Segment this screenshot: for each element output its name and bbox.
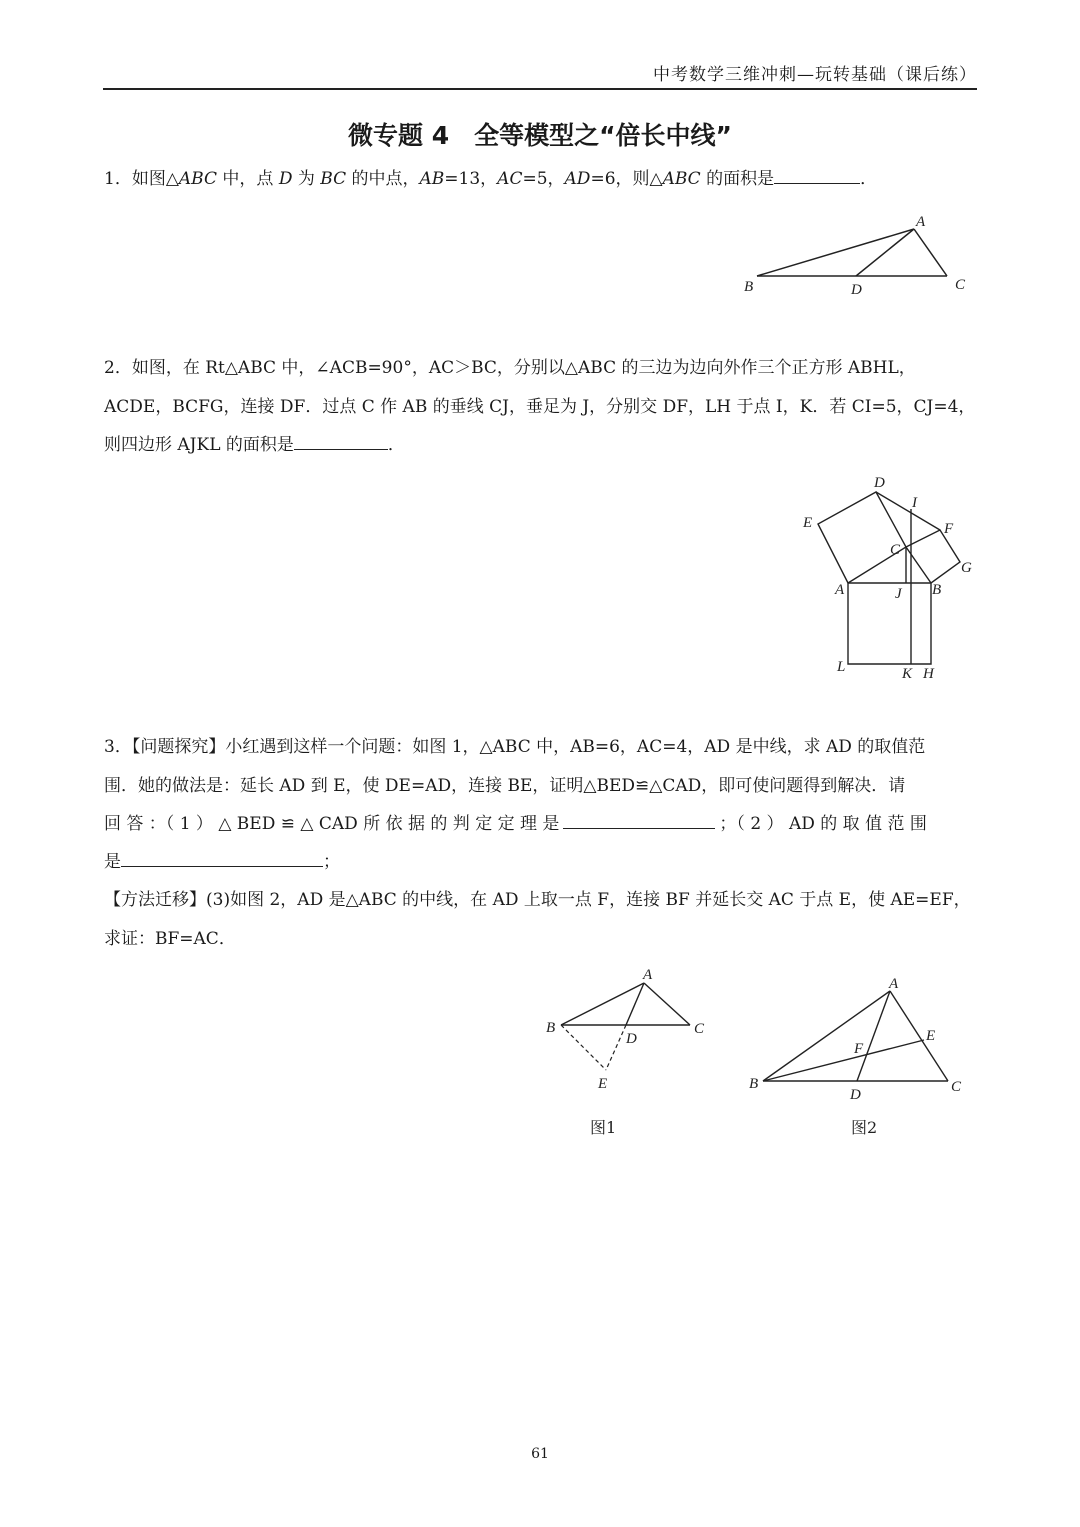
q1-label-d: D xyxy=(851,282,862,298)
fig2-label-c: C xyxy=(951,1079,962,1095)
q2-label-k: K xyxy=(902,666,913,682)
question-2-line-1: 2．如图，在 Rt△ABC 中，∠ACB=90°，AC＞BC，分别以△ABC 的三边为边向外作三个正方形 ABHL， xyxy=(104,358,916,378)
q3-end-4: ； xyxy=(323,852,340,872)
fig2-seg-ac xyxy=(890,991,948,1081)
q1-value-3: =6，则△ xyxy=(590,169,663,189)
q2-label-c: C xyxy=(890,542,901,558)
q1-end: ． xyxy=(860,169,878,189)
q2-label-b: B xyxy=(932,582,942,598)
q2-label-i: I xyxy=(912,495,917,511)
question-3-line-1: 3．【问题探究】小红遇到这样一个问题：如图 1，△ABC 中，AB=6，AC=4，AD 是中线，求 AD 的取值范 xyxy=(104,737,926,757)
fig2-caption: 图2 xyxy=(851,1118,878,1137)
question-3-line-5: 【方法迁移】(3)如图 2，AD 是△ABC 的中线，在 AD 上取一点 F，连接 BF 并延长交 AC 于点 E，使 AE=EF， xyxy=(104,890,971,910)
fig2-label-e: E xyxy=(926,1028,936,1044)
q1-label-b: B xyxy=(744,279,754,295)
fig2-seg-ab xyxy=(763,991,890,1081)
q3-text-4: 是 xyxy=(104,852,121,872)
q2-label-e: E xyxy=(803,515,813,531)
q1-abc-2: ABC xyxy=(662,169,701,189)
q2-end: ． xyxy=(387,435,405,455)
running-header: 中考数学三维冲刺—玩转基础（课后练） xyxy=(653,65,977,85)
q2-label-a: A xyxy=(835,582,845,598)
q1-ad: AD xyxy=(564,169,591,189)
q1-text-4: 的中点， xyxy=(346,169,420,189)
page-title: 微专题 4 全等模型之“倍长中线” xyxy=(348,121,732,150)
q1-abc: ABC xyxy=(178,169,217,189)
q2-label-f: F xyxy=(944,521,954,537)
page-number: 61 xyxy=(531,1446,549,1462)
fig2-label-b: B xyxy=(749,1076,759,1092)
fig1-label-d: D xyxy=(626,1031,637,1047)
q1-ab: AB xyxy=(419,169,445,189)
fig1-caption: 图1 xyxy=(590,1118,617,1137)
question-3-line-2: 围．她的做法是：延长 AD 到 E，使 DE=AD，连接 BE，证明△BED≌△CAD，即可使问题得到解决．请 xyxy=(104,776,906,796)
question-2-line-2: ACDE，BCFG，连接 DF．过点 C 作 AB 的垂线 CJ，垂足为 J，分别交 DF，LH 于点 I，K．若 CI=5，CJ=4， xyxy=(104,397,976,417)
q2-label-g: G xyxy=(961,560,972,576)
fig1-label-b: B xyxy=(546,1020,556,1036)
q1-text-1: 如图△ xyxy=(131,169,179,189)
q1-text-3: 为 xyxy=(292,169,321,189)
q1-label-c: C xyxy=(955,277,966,293)
q1-label-a: A xyxy=(916,214,926,230)
q1-text-2: 中，点 xyxy=(217,169,279,189)
q1-d: D xyxy=(278,169,293,189)
fig1-label-e: E xyxy=(598,1076,608,1092)
q1-number: 1． xyxy=(104,169,132,189)
q1-value-2: =5， xyxy=(522,169,565,189)
q2-label-j: J xyxy=(895,586,902,602)
fig2-seg-be xyxy=(763,1040,924,1081)
fig2-label-a: A xyxy=(889,976,899,992)
q2-label-d: D xyxy=(874,475,885,491)
fig1-label-c: C xyxy=(694,1021,705,1037)
q1-value-1: =13， xyxy=(444,169,498,189)
q1-ac: AC xyxy=(497,169,523,189)
q2-label-l: L xyxy=(837,659,846,675)
q2-text-3: 则四边形 AJKL 的面积是 xyxy=(104,435,294,455)
q1-text-5: 的面积是 xyxy=(700,169,775,189)
question-3-line-6: 求证：BF=AC． xyxy=(104,929,236,949)
fig2-label-f: F xyxy=(854,1041,864,1057)
q3-text-3a: 回 答 ：（ 1 ） △ BED ≌ △ CAD 所 依 据 的 判 定 定 理 是 xyxy=(104,814,560,834)
q3-text-3b: ；（ 2 ） AD 的 取 值 范 围 xyxy=(719,814,927,834)
fig2-label-d: D xyxy=(850,1087,861,1103)
fig1-label-a: A xyxy=(643,967,653,983)
q1-bc: BC xyxy=(320,169,347,189)
fig2-seg-ad xyxy=(857,991,890,1081)
q2-label-h: H xyxy=(923,666,934,682)
